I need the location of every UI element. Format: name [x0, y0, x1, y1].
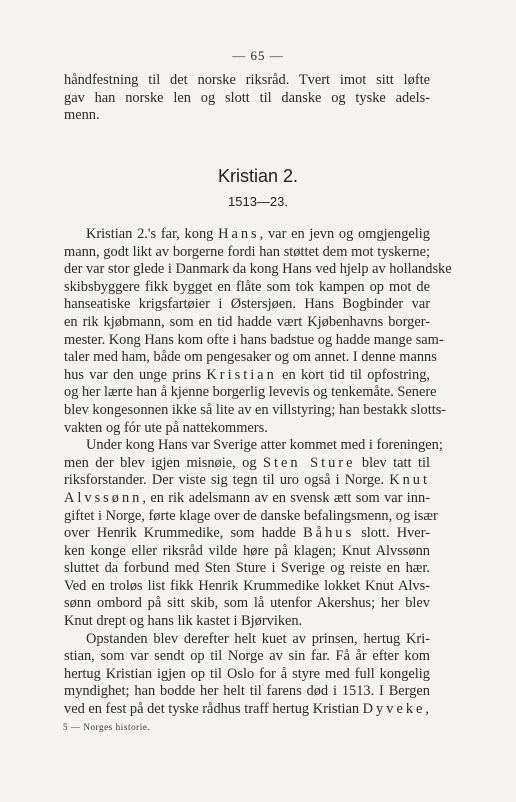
text-line [64, 595, 430, 613]
text-segment: blev kongesonnen ikke så lite av en villstyring; han bestakk slotts- [64, 401, 447, 418]
text-segment: mester. Kong Hans kom ofte i hans badstue og hadde mange sam- [64, 331, 444, 348]
text-line [64, 244, 430, 262]
text-line [64, 331, 444, 350]
text-line [64, 701, 430, 719]
text-segment: hertug Kristian igjen op til Oslo for å styre med full kongelig [64, 665, 430, 682]
text-line [64, 683, 430, 701]
text-line [64, 666, 430, 684]
text-segment: ved en fest på det tyske rådhus traff hertug Kristian [64, 701, 363, 718]
text-line [64, 455, 430, 473]
emphasized-name: Alvssønn [64, 489, 143, 506]
text-segment: blev tatt til [355, 454, 431, 471]
text-line [64, 349, 437, 367]
text-segment: hus var den unge prins [64, 366, 207, 383]
text-line [64, 296, 430, 314]
emphasized-name: Sten Sture [263, 454, 356, 471]
text-segment: Knut drept og hans lik kastet i Bjørviken. [64, 613, 303, 630]
text-segment: en rik kjøbmann, som en tid hadde vært Kjøbenhavns borger- [64, 313, 430, 330]
chapter-heading: Kristian 2. [217, 166, 299, 186]
chapter-years: 1513—23. [228, 194, 288, 209]
text-segment: slott. Hver- [354, 525, 430, 542]
text-segment: riksforstander. Der viste sig tegn til uro også i Norge. [64, 472, 390, 489]
text-line [64, 525, 430, 543]
text-segment: en kort tid til opfostring, [276, 366, 430, 383]
text-line [64, 490, 430, 508]
text-segment: Opstanden blev derefter helt kuet av prinsen, hertug Kri- [86, 630, 430, 647]
body-text [64, 226, 452, 719]
page-number: — 65 — [232, 48, 284, 63]
text-segment: Ved en troløs list fikk Henrik Krummedike lokket Knut Alvs- [64, 577, 430, 594]
text-segment: hanseatiske krigsfartøier i Østersjøen. Hans Bogbinder var [64, 296, 430, 313]
text-line: gav han norske len og slott til danske og tyske adels- [64, 89, 430, 106]
text-line [64, 261, 452, 279]
text-segment: , [425, 701, 430, 718]
text-line [64, 437, 443, 455]
text-segment: sønn ombord på sitt skib, som lå utenfor Akershus; her blev [64, 595, 430, 612]
emphasized-name: Båhus [303, 525, 355, 542]
text-segment: giftet i Norge, førte klage over de danske befalingsmenn, og især [64, 507, 438, 524]
text-segment: taler med ham, både om pengesaker og om annet. I denne manns [64, 349, 437, 366]
text-segment: , en rik adelsmann av en svensk ætt som var inn- [142, 489, 430, 506]
text-line [64, 613, 430, 631]
text-segment: Under kong Hans var Sverige atter kommet med i foreningen; [86, 437, 443, 454]
text-segment: Kristian 2.'s far, kong [86, 226, 219, 242]
text-segment: myndighet; han bodde her helt til farens død i 1513. I Bergen [64, 683, 430, 700]
text-line [64, 314, 430, 332]
text-segment: der var stor glede i Danmark da kong Hans ved hjelp av hollandske [64, 261, 452, 278]
text-line [64, 367, 430, 385]
text-line [64, 401, 447, 420]
text-segment: men der blev igjen misnøie, og [64, 454, 264, 471]
text-line [64, 648, 430, 666]
emphasized-name: Hans [218, 226, 260, 242]
text-line [64, 226, 430, 244]
text-segment: mann, godt likt av borgerne fordi han støttet dem mot tyskerne; [64, 243, 430, 260]
text-line [64, 543, 430, 561]
intro-paragraph [64, 72, 430, 125]
emphasized-name: Dyveke [362, 701, 426, 718]
text-line: håndfestning til det norske riksråd. Tvert imot sitt løfte [64, 72, 430, 88]
text-line [64, 507, 438, 526]
text-segment: skibsbyggere fikk bygget en flåte som tok kampen op mot de [64, 278, 430, 295]
emphasized-name: Kristian [206, 366, 277, 383]
text-segment: stian, som var sendt op til Norge av sin far. Få år efter kom [64, 648, 430, 665]
text-segment: , var en jevn og omgjengelig [259, 226, 430, 242]
text-line [64, 279, 430, 297]
text-line [64, 560, 430, 578]
text-line [64, 472, 430, 490]
text-segment: sluttet da forbund med Sten Sture i Sverige og reiste en hær. [64, 560, 430, 577]
text-segment: og her lærte han å kjenne borgerlig levevis og tenkemåte. Senere [64, 384, 437, 401]
text-line: menn. [64, 107, 100, 124]
footnote: 5 — Norges historie. [63, 722, 151, 732]
text-line [64, 631, 430, 649]
text-segment: vakten og fór ute på nattekommers. [64, 419, 268, 436]
text-line [64, 578, 430, 596]
emphasized-name: Knut [389, 472, 430, 489]
text-segment: over Henrik Krummedike, som hadde [64, 525, 304, 542]
text-line [64, 420, 430, 438]
text-line [64, 384, 437, 402]
text-segment: ken konge eller riksråd vilde høre på klagen; Knut Alvssønn [64, 542, 430, 559]
